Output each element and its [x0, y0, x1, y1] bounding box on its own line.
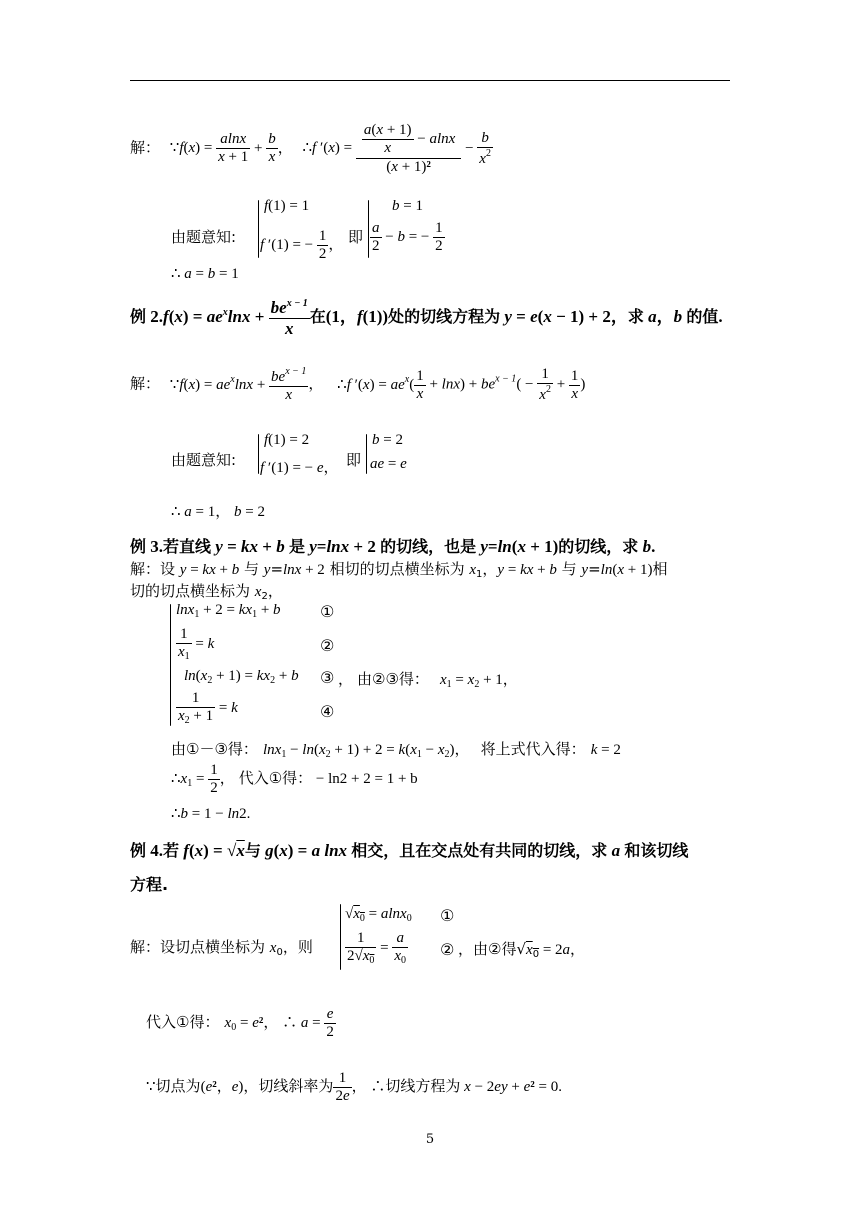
ex2-system-eq2: f ′(1) = − e， — [260, 460, 339, 476]
ex2-title: 例 $2.f(x) = ae^x\ln x$ + $\frac{be^{x - 1}}{x}$ 在(1，f(1))处的切线方程为 y = e(x − 1) + 2，求 a，b 的值. — [130, 298, 723, 338]
ex1-condition-label: 由题意知: — [171, 228, 237, 246]
header-rule — [130, 80, 730, 81]
ex3-intro-line2: 切的切点横坐标为 $x_2$， — [130, 582, 283, 602]
ex3-line2-sub: 代入①得： — [238, 769, 313, 788]
brace — [340, 904, 341, 970]
ex3-intro-line1: 解：设 y = kx + b 与 y=lnx + 2 相切的切点横坐标为 $x_1$，y = kx + b 与 y=ln(x + 1)相 — [130, 560, 668, 580]
ex2-system-eq4: ae = e — [370, 456, 407, 472]
ex3-title: 例 3.若直线 y = kx + b 是 y=lnx + 2 的切线，也是 y=ln(x + 1)的切线，求 b. — [130, 537, 656, 556]
brace — [366, 434, 367, 474]
ex4-sub-line: 代入①得： $x_0 = e^2$， ∴ a = $\frac{e}{2}$ — [146, 1006, 334, 1041]
ex3-line1: 由①－③得： $\ln x_1 - \ln(x_2 + 1) + 2 = k(x_1 - x_2)$， 将上式代入得： k = 2 — [171, 740, 621, 760]
ex4-title-line2: 方程. — [130, 875, 169, 894]
ex3-line1-label: 由①－③得： — [171, 740, 258, 758]
ex2-system-eq3: b = 2 — [372, 432, 403, 448]
ex3-eq1: $\ln x_1 + 2 = kx_1 + b$ — [176, 602, 281, 620]
brace — [170, 604, 171, 726]
ex3-from23-result: $x_1 = x_2 + 1$， — [440, 672, 518, 690]
ex3-eq4: $\frac{1}{x_2 + 1}$ = k — [178, 690, 238, 727]
ex3-from23: ， 由②③得： — [338, 670, 429, 688]
ex1-system-eq3: b = 1 — [392, 198, 423, 214]
ex3-from23-label: 由②③得： — [357, 670, 429, 688]
brace — [368, 200, 369, 258]
ji-label: 即 — [346, 451, 362, 469]
circle-mark-4: ④ — [320, 702, 335, 721]
ex3-line2-math: − ln2 + 2 = 1 + b — [315, 771, 418, 788]
ex3-eq2: $\frac{1}{x_1}$ = k — [178, 626, 215, 663]
ex4-sub-prefix: 代入①得： — [146, 1013, 220, 1032]
tp-a: 切点为 — [155, 1077, 201, 1096]
ex4-title-line1: 例 4.若 f(x) = √x与 g(x) = a lnx 相交，且在交点处有共同的切线，求 a 和该切线 — [130, 841, 689, 860]
ex3-line2: $\therefore x_1$ = $\frac{1}{2}$ ， 代入①得： − ln2 + 2 = 1 + b — [171, 762, 418, 797]
ex4-tangent-line: ∵切点为(e²，e)，切线斜率为 $\frac{1}{2e}$ ， ∴切线方程为 x − 2ey + e² = 0. — [146, 1070, 562, 1105]
ex3-line1-sub: 将上式代入得： — [480, 740, 586, 758]
circle-mark-3: ③ — [320, 668, 335, 687]
ex1-solution-line: 解： ∵f(x) = $\frac{alnx}{x + 1}$ + $\frac{b}{x}$ ， ∴f ′(x) = $\frac{a(x + 1)}{x}$ − alnx (x + 1)² − $\frac{b}{x^2}$ — [130, 122, 491, 175]
ex1-system-eq1: f(1) = 1 — [264, 198, 310, 214]
ex3-line3: ∴b = 1 − ln2. — [171, 806, 251, 822]
circle-mark-1: ① — [320, 602, 335, 621]
ex2-result: ∴ a = 1， b = 2 — [171, 504, 265, 520]
solution-label: 解： — [130, 374, 161, 393]
ex2-system-eq1: f(1) = 2 — [264, 432, 310, 448]
ex1-result: ∴ a = b = 1 — [171, 266, 239, 282]
ex1-system-eq2: f ′(1) = − $\frac{1}{2}$ ， — [260, 228, 344, 263]
tp-b: 切线斜率为 — [258, 1077, 334, 1096]
ex4-after: ，由②得$√x_0 = 2a$， — [458, 940, 586, 960]
ex2-solution-line: 解： ∵f(x) = $ae^x\ln x$ + $\frac{be^{x - 1}}{x}$ ， ∴f $'(x) = ae^x$( $\frac{1}{x}$ + $\ln x) + be^{x - 1}$( − $\frac{1}{x^2}$ + $\frac{1}{x}$ ) — [130, 366, 586, 404]
ex2-condition-label: 由题意知: — [171, 451, 237, 469]
ex4-intro: 解：设切点横坐标为 $x_0$，则 — [130, 938, 313, 958]
circle-mark-2: ② — [320, 636, 335, 655]
ex3-eq3: $\ln(x_2 + 1) = kx_2 + b$ — [184, 668, 299, 686]
circle-mark-2: ② — [440, 940, 455, 959]
ex1-system-eq4: $\frac{a}{2}$ − b = − $\frac{1}{2}$ — [372, 220, 443, 255]
ex4-eq2: $\frac{1}{2√x_0}$ = $\frac{a}{x_0}$ — [347, 930, 407, 967]
ji-label: 即 — [348, 228, 364, 246]
brace — [258, 434, 259, 474]
tp-c: 切线方程为 — [385, 1077, 461, 1096]
solution-label: 解： — [130, 138, 161, 157]
brace — [258, 200, 259, 258]
circle-mark-1: ① — [440, 906, 455, 925]
ex4-eq1: $√x_0 = alnx_0$ — [345, 906, 412, 924]
page-number: 5 — [425, 1132, 435, 1147]
